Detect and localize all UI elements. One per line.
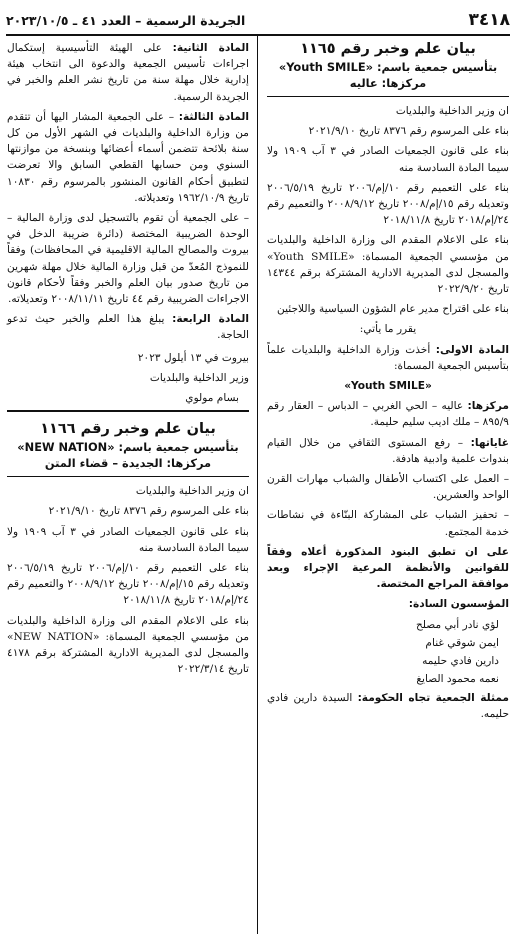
basis-law: بناء على قانون الجمعيات الصادر في ٣ آب ١٩٠٩ ولا سيما المادة السادسة منه xyxy=(7,525,250,554)
association-hq-line: مركزها: عاليه xyxy=(349,76,427,90)
left-column xyxy=(7,40,249,682)
goal-2: – العمل على اكتساب الأطفال والشباب مهارات القرن الواحد والعشرين. xyxy=(267,473,509,502)
article-3-tax: – على الجمعية أن تقوم بالتسجيل لدى وزارة المالية – الوحدة الضريبية المختصة (دائرة ضريبة الدخل في بيروت والمصالح المالية الاقليمية في المحافظات) وفقاً للنموذج المُعدّ من قبل وزارة المالية خلال مهلة شهرين من تاريخ صدور بيان العلم والخبر وفقاً لأحكام قانون الاجراءات الضريبية رقم ٤٤ تاريخ ٢٠٠٨/١١/١١ وتعديلاته. xyxy=(7,212,249,306)
founder-name: دارين فادي حليمه xyxy=(422,655,499,668)
article-3-label: المادة الثالثة: xyxy=(178,110,249,123)
headquarters-label: مركزها: xyxy=(467,400,509,413)
right-column xyxy=(267,40,509,726)
basis-proposal: بناء على اقتراح مدير عام الشؤون السياسية واللاجئين xyxy=(277,303,509,316)
article-1-label: المادة الاولى: xyxy=(435,343,509,356)
signer-name: بسام مولوي xyxy=(185,392,239,405)
gazette-title: الجريدة الرسمية – العدد ٤١ ـ ٢٠٢٣/١٠/٥ xyxy=(6,12,246,28)
association-name: «Youth SMILE» xyxy=(344,380,432,393)
article-4-text: يبلغ هذا العلم والخبر حيث تدعو الحاجة. xyxy=(7,313,249,342)
goal-1: – رفع المستوى الثقافي من خلال القيام بندوات علمية وادبية هادفة. xyxy=(267,436,509,465)
article-1-text: أخذت وزارة الداخلية والبلديات علماً بتأسيس الجمعية المسماة: xyxy=(267,343,509,372)
headquarters xyxy=(267,398,509,430)
association-hq-line: مركزها: الجديدة – قضاء المتن xyxy=(44,456,212,471)
page-number: ٣٤١٨ xyxy=(468,10,510,30)
association-name-line: بتأسيس جمعية باسم: «NEW NATION» xyxy=(17,440,239,455)
representative-label: ممثلة الجمعية تجاه الحكومة: xyxy=(357,691,509,704)
article-4-label: المادة الرابعة: xyxy=(172,313,249,326)
page-header xyxy=(6,6,510,36)
government-representative xyxy=(267,690,509,722)
representative-text: السيدة دارين فادي حليمه. xyxy=(267,691,509,720)
article-2-label: المادة الثانية: xyxy=(172,42,249,54)
article-1 xyxy=(267,342,509,374)
column-divider xyxy=(257,34,258,934)
founder-name: نعمه محمود الصايغ xyxy=(416,673,499,686)
article-2-text: على الهيئة التأسيسية إستكمال اجراءات تأسيس الجمعية والدعوة الى انتخاب هيئة إدارية خلال مهلة سنة من تاريخ نشر العلم والخبر في الجريدة الرسمية. xyxy=(7,42,249,103)
announcement-header xyxy=(267,40,509,91)
basis-decree: بناء على المرسوم رقم ٨٣٧٦ تاريخ ٢٠٢١/٩/١٠ xyxy=(308,125,509,138)
section-separator xyxy=(7,410,249,412)
goals-label: غاياتها: xyxy=(470,436,509,449)
association-name-line: بتأسيس جمعية باسم: «Youth SMILE» xyxy=(278,60,498,74)
header-rule xyxy=(267,96,509,97)
announcement-title: بيان علم وخبر رقم ١١٦٦ xyxy=(40,421,216,438)
header-rule xyxy=(7,476,249,477)
goal-3: – تحفيز الشباب على المشاركة البنّاءة في نشاطات خدمة المجتمع. xyxy=(267,509,509,538)
basis-decree: بناء على المرسوم رقم ٨٣٧٦ تاريخ ٢٠٢١/٩/١٠ xyxy=(48,505,249,518)
headquarters-text: عاليه – الحي الغربي – الدباس – العقار رقم ٨٩٥/٩ – ملك اديب سليم حليمة. xyxy=(267,400,509,429)
goals xyxy=(267,435,509,467)
decides-line: يقرر ما يأتي: xyxy=(359,323,417,336)
basis-notification: بناء على الاعلام المقدم الى وزارة الداخلية والبلديات من مؤسسي الجمعية المسماة: «NEW NATION» والمسجل لدى المديرية الادارية المشتركة برقم ٤١٧٨ تاريخ ٢٠٢٢/٣/١٤ xyxy=(7,614,249,676)
commitment-clause: على ان تطبق البنود المذكورة أعلاه وفقاً للقوانين والأنظمة المرعية الإجراء وبعد موافقة المراجع المختصة. xyxy=(267,545,509,591)
founders-label: المؤسسون السادة: xyxy=(408,598,509,611)
founder-name: ايمن شوقي غنام xyxy=(425,636,499,649)
place-date: بيروت في ١٣ أيلول ٢٠٢٣ xyxy=(137,351,249,364)
announcement-title: بيان علم وخبر رقم ١١٦٥ xyxy=(300,41,476,57)
announcement-header xyxy=(7,420,249,471)
basis-circular: بناء على التعميم رقم ١٠/إم/٢٠٠٦ تاريخ ٢٠٠٦/٥/١٩ وتعديله رقم ١٥/إم/٢٠٠٨ تاريخ ٢٠٠٨/٩/١٢ والتعميم رقم ٢٤/إم/٢٠١٨ تاريخ ٢٠١٨/١١/٨ xyxy=(267,181,509,227)
signer-title: وزير الداخلية والبلديات xyxy=(149,371,249,384)
article-3-text: – على الجمعية المشار اليها أن تتقدم من وزارة الداخلية والبلديات في الشهر الأول من كل سنة بلائحة تتضمن أسماء أعضائها وبنسخة من موازنتها السنوي ومن حسابها القطعي السابق والا تعرضت لتطبيق أحكام القانون المنشور بالمرسوم رقم ١٠٨٣٠ تاريخ ١٩٦٢/١٠/٩ وتعديلاته. xyxy=(7,110,249,204)
basis-notification: بناء على الاعلام المقدم الى وزارة الداخلية والبلديات من مؤسسي الجمعية المسماة: «Youth SMILE» والمسجل لدى المديرية الادارية المشتركة برقم ١٤٣٤٤ تاريخ ٢٠٢٢/٩/٢٠ xyxy=(267,234,509,296)
minister-line: ان وزير الداخلية والبلديات xyxy=(135,485,249,498)
article-2 xyxy=(7,40,249,105)
article-4 xyxy=(7,311,249,343)
basis-circular: بناء على التعميم رقم ١٠/إم/٢٠٠٦ تاريخ ٢٠٠٦/٥/١٩ وتعديله رقم ١٥/إم/٢٠٠٨ تاريخ ٢٠٠٨/٩/١٢ والتعميم رقم ٢٤/إم/٢٠١٨ تاريخ ٢٠١٨/١١/٨ xyxy=(7,562,249,607)
founder-name: لؤي نادر أبي مصلح xyxy=(415,618,499,631)
minister-line: ان وزير الداخلية والبلديات xyxy=(395,105,509,117)
basis-law: بناء على قانون الجمعيات الصادر في ٣ آب ١٩٠٩ ولا سيما المادة السادسة منه xyxy=(267,145,510,174)
article-3 xyxy=(7,109,249,206)
